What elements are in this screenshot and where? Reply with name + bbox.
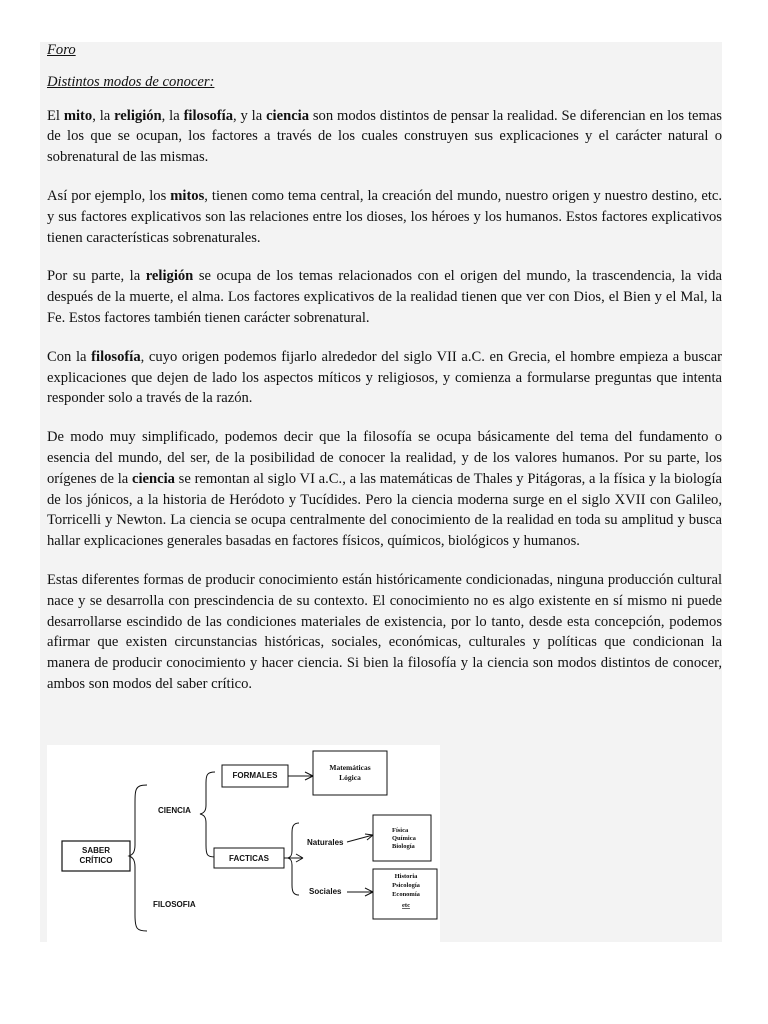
paragraph-text: se remontan al siglo VI a.C., a las matemáticas de Thales y Pitágoras, a la física y la biología de los jónicos, a la historia de Heródoto y Tucídides. Pero la ciencia moderna surge en el siglo XVII con Galileo, Torricelli y Newton. La ciencia se ocupa centralmente del conocimiento de la realidad en toda su amplitud y busca hallar explicaciones generales basadas en factores físicos, químicos, biológicos y humanos. — [47, 470, 722, 550]
paragraph — [47, 427, 722, 552]
paragraph — [47, 186, 722, 248]
formales-item: Matemáticas — [329, 763, 371, 772]
diagram-svg — [47, 745, 440, 942]
sociales-item: etc — [402, 902, 410, 909]
bold-term: filosofía — [91, 348, 141, 365]
naturales-item: Química — [392, 835, 416, 842]
paragraph-text: Con la — [47, 348, 92, 365]
formales-item: Lógica — [339, 773, 361, 782]
document-body — [47, 40, 722, 713]
ciencia-brace — [200, 772, 215, 857]
paragraph-text: , cuyo origen podemos fijarlo alrededor del siglo VII a.C. en Grecia, el hombre empieza a buscar explicaciones que dejen de lado los aspectos míticos y religiosos, y comienza a formularse preguntas que intenta responder solo a través de la razón. — [47, 348, 722, 407]
bold-term: ciencia — [131, 470, 175, 487]
paragraph-text: Por su parte, la — [47, 268, 146, 285]
naturales-label: Naturales — [307, 838, 344, 847]
heading-subtitle: Distintos modos de conocer: — [47, 73, 215, 90]
paragraph — [47, 570, 722, 695]
paragraph-text: Estas diferentes formas de producir conocimiento están históricamente condicionadas, ninguna producción cultural nace y se desarrolla con prescindencia de su contexto. El conocimiento no es algo existente en sí mismo ni puede desarrollarse escindido de las condiciones materiales de existencia, por lo tanto, desde esta concepción, podemos afirmar que existen circunstancias históricas, sociales, económicas, culturales y políticas que condicionan la manera de producir conocimiento y hacer ciencia. Si bien la filosofía y la ciencia son modos distintos de conocer, ambos son modos del saber crítico. — [47, 571, 722, 692]
facticas-label: FACTICAS — [229, 854, 269, 863]
paragraph-list — [47, 106, 722, 695]
paragraph — [47, 106, 722, 168]
paragraph — [47, 347, 722, 409]
paragraph-text: Así por ejemplo, los — [47, 187, 171, 204]
main-brace — [129, 785, 147, 931]
knowledge-diagram — [47, 745, 440, 942]
sociales-item: Psicología — [392, 882, 420, 889]
bold-term: mito — [63, 107, 93, 124]
facticas-brace — [288, 823, 299, 895]
paragraph-text: , tienen como tema central, la creación del mundo, nuestro origen y nuestro destino, etc. y sus factores explicativos son las relaciones entre los dioses, los héroes y los humanos. Estos factores explicativos tienen características sobrenaturales. — [47, 187, 722, 246]
paragraph-text: son modos distintos de pensar la realidad. Se diferencian en los temas de los que se ocupan, los factores a través de los cuales construyen sus explicaciones y el carácter natural o sobrenatural de las mismas. — [47, 107, 722, 166]
sociales-item: Historia — [394, 873, 418, 880]
sociales-label: Sociales — [309, 887, 342, 896]
paragraph-text: , y la — [233, 107, 267, 124]
bold-term: religión — [114, 107, 162, 124]
paragraph-text: De modo muy simplificado, podemos decir que la filosofía se ocupa básicamente del tema del fundamento o esencia del mundo, del ser, de la posibilidad de conocer la realidad, y de los valores humanos. Por su parte, los orígenes de la — [47, 429, 722, 487]
formales-label: FORMALES — [232, 771, 278, 780]
bold-term: filosofía — [183, 107, 234, 124]
ciencia-label: CIENCIA — [158, 806, 191, 815]
bold-term: mitos — [170, 187, 205, 204]
paragraph — [47, 266, 722, 328]
heading-foro: Foro — [47, 42, 76, 58]
bold-term: ciencia — [266, 107, 310, 124]
naturales-item: Física — [392, 827, 409, 834]
filosofia-label: FILOSOFIA — [153, 900, 196, 909]
bold-term: religión — [145, 268, 194, 285]
paragraph-text: , la — [161, 107, 184, 124]
paragraph-text: se ocupa de los temas relacionados con el origen del mundo, la trascendencia, la vida después de la muerte, el alma. Los factores explicativos de la realidad tienen que ver con Dios, el Bien y el Mal, la Fe. Estos factores también tienen carácter sobrenatural. — [47, 268, 722, 326]
paragraph-text: , la — [92, 107, 115, 124]
naturales-item: Biología — [392, 843, 415, 850]
root-label-line1: SABER — [81, 846, 111, 855]
sociales-item: Economía — [392, 891, 420, 898]
paragraph-text: El — [47, 107, 64, 124]
root-label-line2: CRÍTICO — [79, 856, 113, 865]
